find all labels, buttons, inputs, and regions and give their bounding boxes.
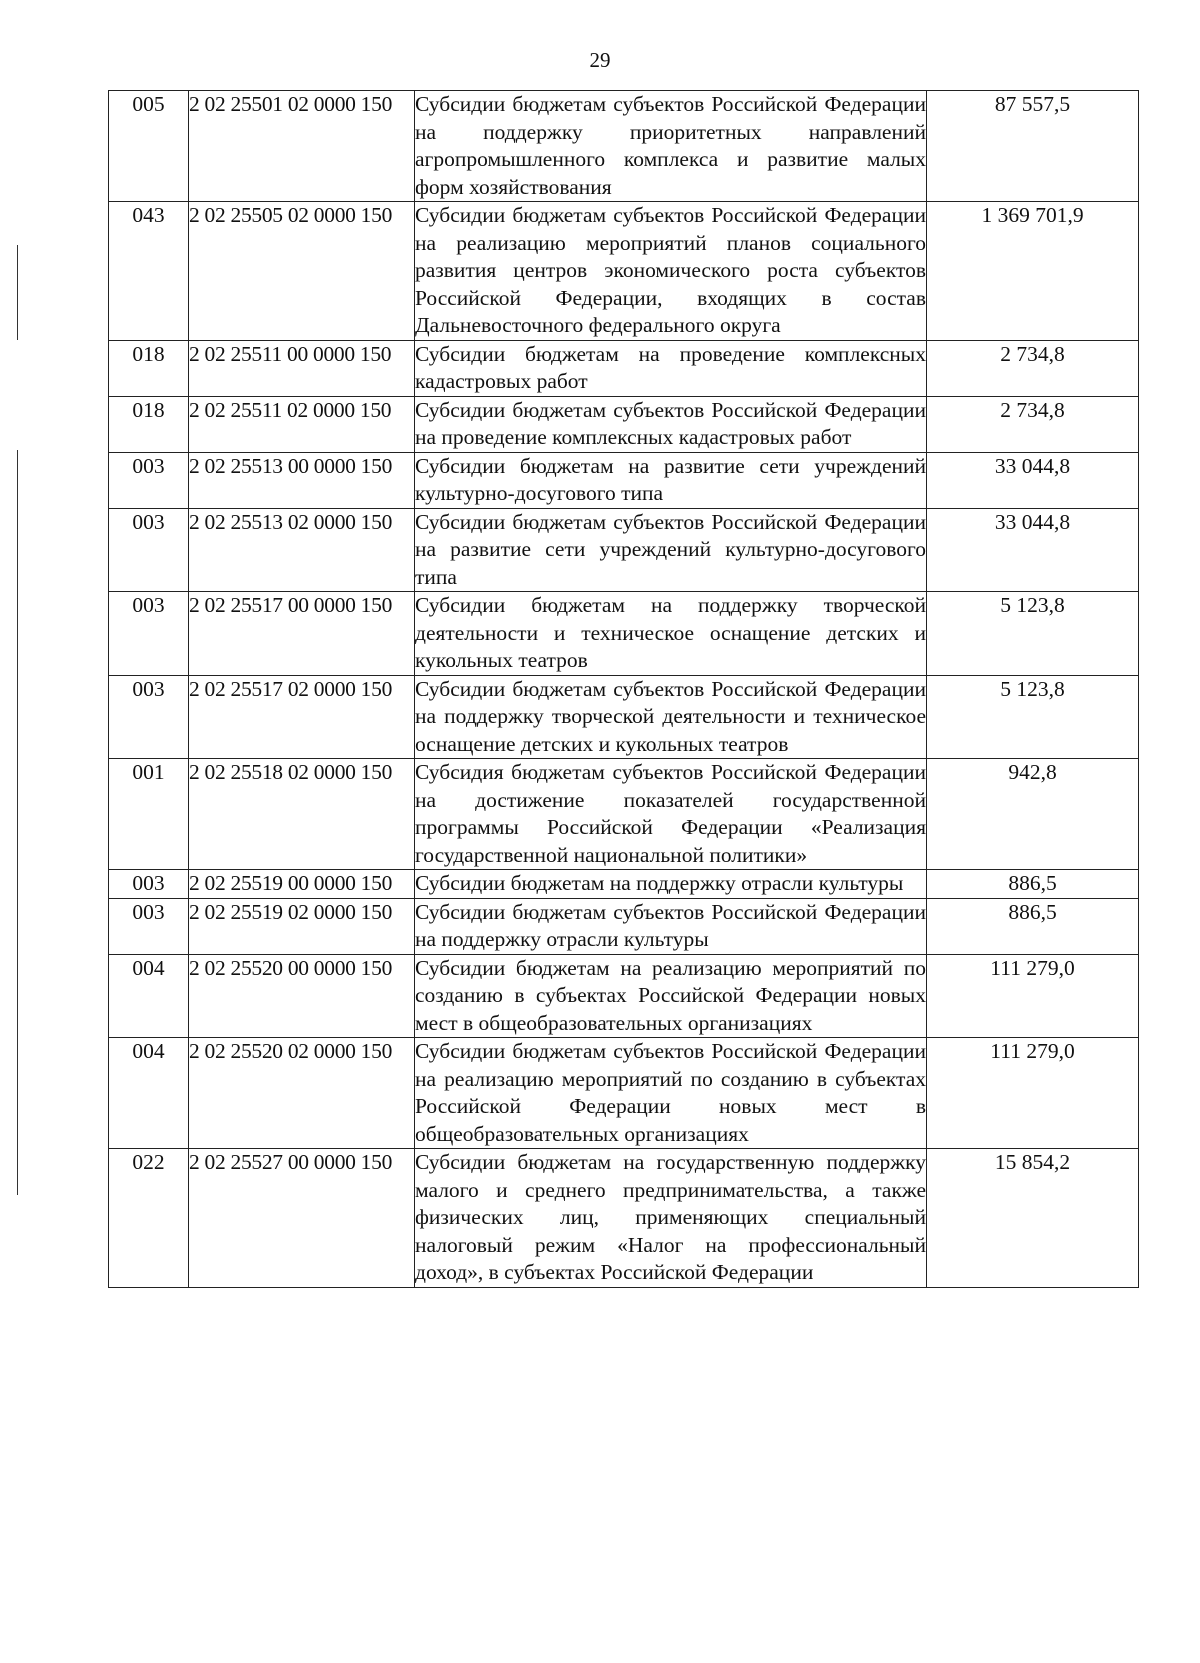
budget-classification-code-cell: 2 02 25519 02 0000 150 [189, 898, 415, 954]
table-row [109, 675, 1139, 759]
budget-classification-code-cell: 2 02 25518 02 0000 150 [189, 759, 415, 870]
page-number: 29 [589, 48, 611, 72]
table-row [109, 202, 1139, 341]
admin-code-cell: 004 [109, 954, 189, 1038]
budget-classification-code-cell: 2 02 25513 02 0000 150 [189, 508, 415, 592]
table-row [109, 592, 1139, 676]
table-row [109, 508, 1139, 592]
revenue-name-cell: Субсидии бюджетам субъектов Российской Федерации на развитие сети учреждений культурно-досугового типа [415, 508, 927, 592]
admin-code-cell: 003 [109, 508, 189, 592]
budget-classification-code-cell: 2 02 25520 00 0000 150 [189, 954, 415, 1038]
revenue-name-cell: Субсидии бюджетам на поддержку творческой деятельности и техническое оснащение детских и кукольных театров [415, 592, 927, 676]
admin-code-cell: 043 [109, 202, 189, 341]
table-row [109, 954, 1139, 1038]
admin-code-cell: 005 [109, 91, 189, 202]
budget-classification-code-cell: 2 02 25519 00 0000 150 [189, 870, 415, 899]
table-row [109, 452, 1139, 508]
budget-classification-code-cell: 2 02 25520 02 0000 150 [189, 1038, 415, 1149]
budget-classification-code-cell: 2 02 25527 00 0000 150 [189, 1149, 415, 1288]
budget-classification-code-cell: 2 02 25511 00 0000 150 [189, 340, 415, 396]
table-row [109, 340, 1139, 396]
revenue-name-cell: Субсидии бюджетам на проведение комплексных кадастровых работ [415, 340, 927, 396]
budget-classification-code-cell: 2 02 25517 00 0000 150 [189, 592, 415, 676]
table-body [109, 91, 1139, 1288]
binding-line [17, 245, 18, 340]
revenue-name-cell: Субсидии бюджетам субъектов Российской Федерации на проведение комплексных кадастровых работ [415, 396, 927, 452]
admin-code-cell: 003 [109, 870, 189, 899]
admin-code-cell: 003 [109, 898, 189, 954]
table-row [109, 91, 1139, 202]
budget-classification-code-cell: 2 02 25505 02 0000 150 [189, 202, 415, 341]
admin-code-cell: 003 [109, 675, 189, 759]
budget-classification-code-cell: 2 02 25511 02 0000 150 [189, 396, 415, 452]
admin-code-cell: 018 [109, 340, 189, 396]
budget-classification-code-cell: 2 02 25501 02 0000 150 [189, 91, 415, 202]
revenue-name-cell: Субсидии бюджетам субъектов Российской Федерации на реализацию мероприятий планов социального развития центров экономического роста субъектов Российской Федерации, входящих в состав Дальневосточного федерального округа [415, 202, 927, 341]
revenue-table [108, 90, 1139, 1288]
revenue-name-cell: Субсидии бюджетам на государственную поддержку малого и среднего предпринимательства, а также физических лиц, применяющих специальный налоговый режим «Налог на профессиональный доход», в субъектах Российской Федерации [415, 1149, 927, 1288]
amount-cell: 15 854,2 [927, 1149, 1139, 1288]
amount-cell: 111 279,0 [927, 954, 1139, 1038]
amount-cell: 2 734,8 [927, 340, 1139, 396]
table-row [109, 1038, 1139, 1149]
amount-cell: 886,5 [927, 870, 1139, 899]
admin-code-cell: 001 [109, 759, 189, 870]
budget-classification-code-cell: 2 02 25513 00 0000 150 [189, 452, 415, 508]
budget-classification-code-cell: 2 02 25517 02 0000 150 [189, 675, 415, 759]
admin-code-cell: 003 [109, 452, 189, 508]
admin-code-cell: 018 [109, 396, 189, 452]
amount-cell: 2 734,8 [927, 396, 1139, 452]
revenue-name-cell: Субсидии бюджетам на реализацию мероприятий по созданию в субъектах Российской Федерации новых мест в общеобразовательных организациях [415, 954, 927, 1038]
amount-cell: 33 044,8 [927, 508, 1139, 592]
amount-cell: 33 044,8 [927, 452, 1139, 508]
revenue-name-cell: Субсидии бюджетам субъектов Российской Федерации на поддержку приоритетных направлений агропромышленного комплекса и развитие малых форм хозяйствования [415, 91, 927, 202]
revenue-name-cell: Субсидии бюджетам на поддержку отрасли культуры [415, 870, 927, 899]
amount-cell: 886,5 [927, 898, 1139, 954]
revenue-name-cell: Субсидия бюджетам субъектов Российской Федерации на достижение показателей государственной программы Российской Федерации «Реализация государственной национальной политики» [415, 759, 927, 870]
amount-cell: 87 557,5 [927, 91, 1139, 202]
amount-cell: 5 123,8 [927, 675, 1139, 759]
table-row [109, 759, 1139, 870]
table-row [109, 396, 1139, 452]
admin-code-cell: 022 [109, 1149, 189, 1288]
revenue-name-cell: Субсидии бюджетам на развитие сети учреждений культурно-досугового типа [415, 452, 927, 508]
table-row [109, 870, 1139, 899]
amount-cell: 1 369 701,9 [927, 202, 1139, 341]
table-row [109, 898, 1139, 954]
admin-code-cell: 004 [109, 1038, 189, 1149]
amount-cell: 111 279,0 [927, 1038, 1139, 1149]
amount-cell: 942,8 [927, 759, 1139, 870]
amount-cell: 5 123,8 [927, 592, 1139, 676]
table-row [109, 1149, 1139, 1288]
binding-line [17, 450, 18, 1195]
revenue-name-cell: Субсидии бюджетам субъектов Российской Федерации на реализацию мероприятий по созданию в субъектах Российской Федерации новых мест в общеобразовательных организациях [415, 1038, 927, 1149]
admin-code-cell: 003 [109, 592, 189, 676]
revenue-name-cell: Субсидии бюджетам субъектов Российской Федерации на поддержку отрасли культуры [415, 898, 927, 954]
revenue-name-cell: Субсидии бюджетам субъектов Российской Федерации на поддержку творческой деятельности и техническое оснащение детских и кукольных театров [415, 675, 927, 759]
